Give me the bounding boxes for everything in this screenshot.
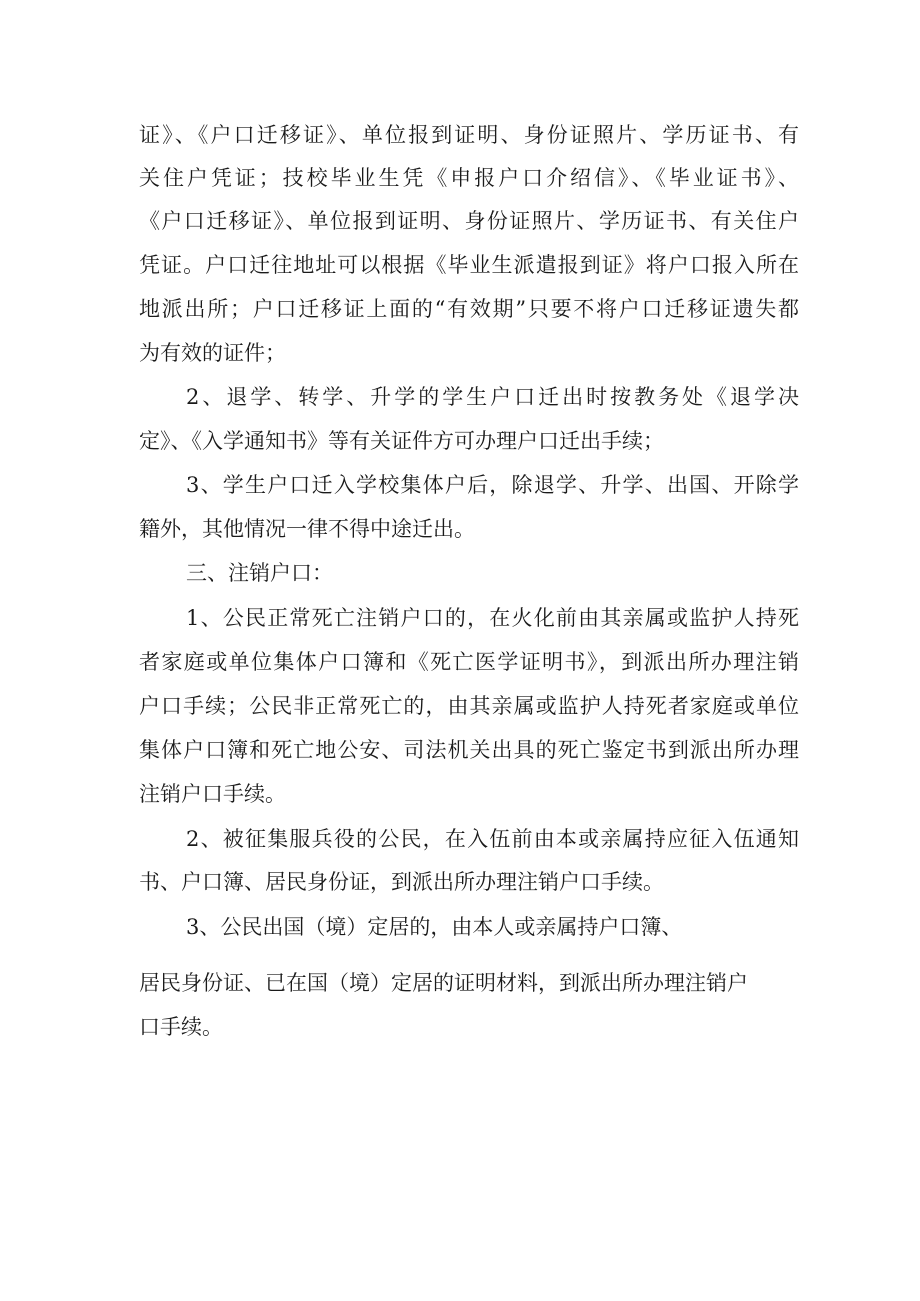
text-line: 证》、《户口迁移证》、单位报到证明、身份证照片、学历证书、有 bbox=[139, 123, 799, 147]
text-line: 籍外，其他情况一律不得中途迁出。 bbox=[139, 517, 475, 541]
text-line: 1、公民正常死亡注销户口的，在火化前由其亲属或监护人持死 bbox=[186, 606, 799, 630]
text-line: 3、公民出国（境）定居的，由本人或亲属持户口簿、 bbox=[186, 915, 683, 939]
text-line: 地派出所；户口迁移证上面的“有效期”只要不将户口迁移证遗失都 bbox=[139, 297, 799, 321]
text-line: 定》、《入学通知书》等有关证件方可办理户口迁出手续； bbox=[139, 429, 664, 453]
text-line: 集体户口簿和死亡地公安、司法机关出具的死亡鉴定书到派出所办理 bbox=[139, 738, 799, 762]
text-line: 为有效的证件； bbox=[139, 341, 286, 365]
text-line: 户口手续；公民非正常死亡的，由其亲属或监护人持死者家庭或单位 bbox=[139, 694, 799, 718]
text-line: 凭证。户口迁往地址可以根据《毕业生派遣报到证》将户口报入所在 bbox=[139, 253, 799, 277]
text-line: 注销户口手续。 bbox=[139, 782, 286, 806]
text-line: 3、学生户口迁入学校集体户后，除退学、升学、出国、开除学 bbox=[186, 473, 799, 497]
text-line: 《户口迁移证》、单位报到证明、身份证照片、学历证书、有关住户 bbox=[139, 209, 799, 233]
text-line: 2、退学、转学、升学的学生户口迁出时按教务处《退学决 bbox=[186, 385, 799, 409]
text-line: 者家庭或单位集体户口簿和《死亡医学证明书》，到派出所办理注销 bbox=[139, 650, 799, 674]
section-heading: 三、注销户口： bbox=[186, 561, 333, 585]
text-line: 关住户凭证；技校毕业生凭《申报户口介绍信》、《毕业证书》、 bbox=[139, 166, 799, 190]
text-line: 口手续。 bbox=[139, 1015, 223, 1039]
text-line: 居民身份证、已在国（境）定居的证明材料，到派出所办理注销户 bbox=[139, 971, 748, 995]
text-line: 2、被征集服兵役的公民，在入伍前由本或亲属持应征入伍通知 bbox=[186, 827, 799, 851]
text-line: 书、户口簿、居民身份证，到派出所办理注销户口手续。 bbox=[139, 870, 664, 894]
